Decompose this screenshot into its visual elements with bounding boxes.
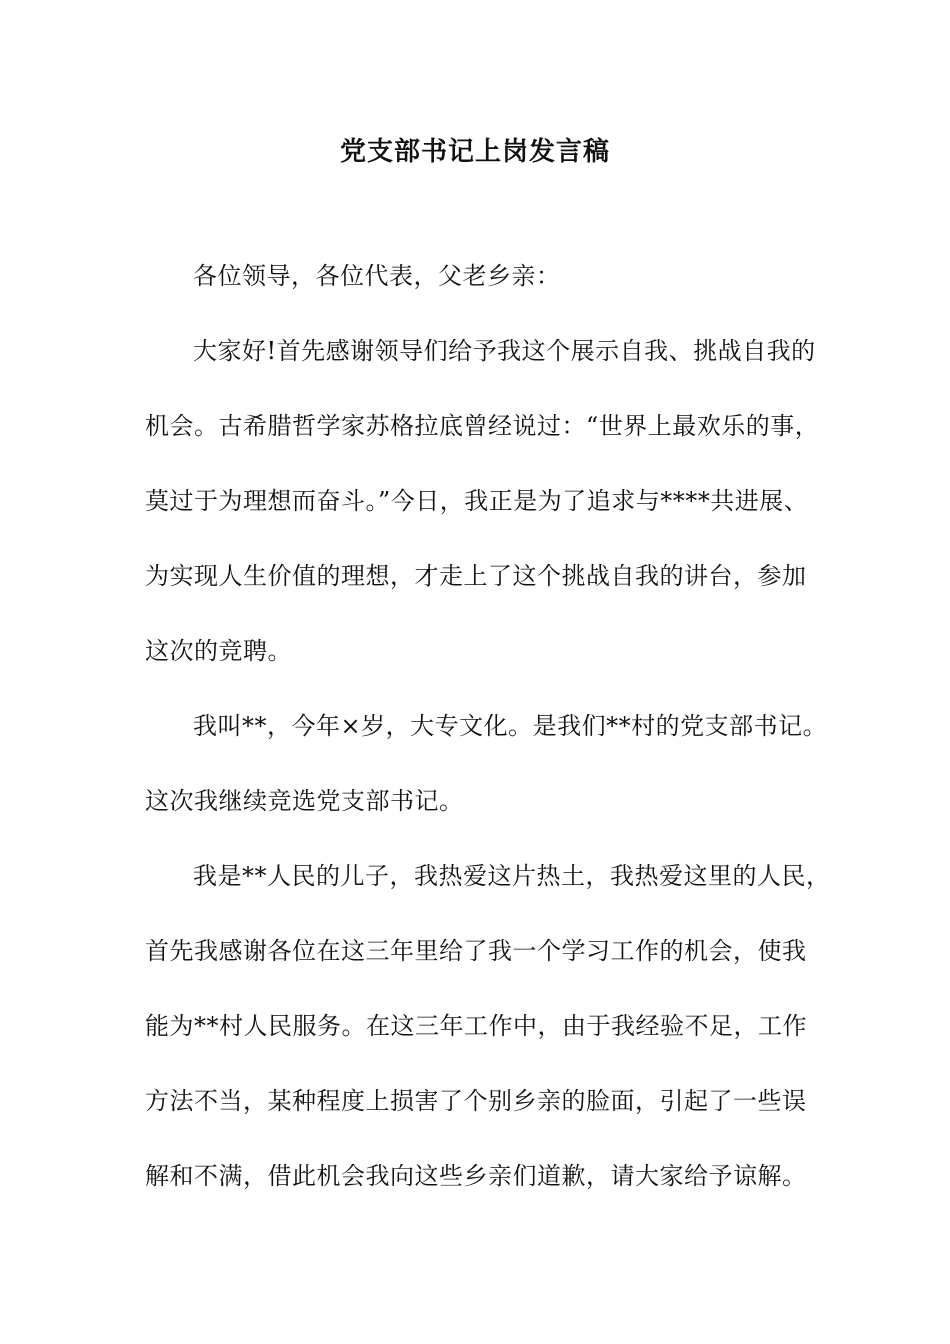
text-line: 这次的竞聘。 bbox=[145, 637, 292, 665]
text-line: 这次我继续竞选党支部书记。 bbox=[145, 787, 464, 815]
document-title: 党支部书记上岗发言稿 bbox=[339, 137, 610, 167]
text-line: 解和不满，借此机会我向这些乡亲们道歉，请大家给予谅解。 bbox=[145, 1162, 807, 1190]
text-line: 我是**人民的儿子，我热爱这片热土，我热爱这里的人民， bbox=[193, 862, 831, 890]
text-line: 机会。古希腊哲学家苏格拉底曾经说过：“世界上最欢乐的事， bbox=[145, 412, 820, 440]
text-line: 能为**村人民服务。在这三年工作中，由于我经验不足，工作 bbox=[145, 1012, 807, 1040]
text-line-greeting: 各位领导，各位代表，父老乡亲： bbox=[193, 262, 561, 290]
text-line: 我叫**，今年×岁，大专文化。是我们**村的党支部书记。 bbox=[193, 712, 828, 740]
text-line: 为实现人生价值的理想，才走上了这个挑战自我的讲台，参加 bbox=[145, 562, 807, 590]
text-line: 方法不当，某种程度上损害了个别乡亲的脸面，引起了一些误 bbox=[145, 1087, 807, 1115]
text-line: 首先我感谢各位在这三年里给了我一个学习工作的机会，使我 bbox=[145, 937, 807, 965]
text-line: 大家好!首先感谢领导们给予我这个展示自我、挑战自我的 bbox=[193, 337, 816, 365]
text-line: 莫过于为理想而奋斗。”今日，我正是为了追求与****共进展、 bbox=[145, 487, 809, 515]
